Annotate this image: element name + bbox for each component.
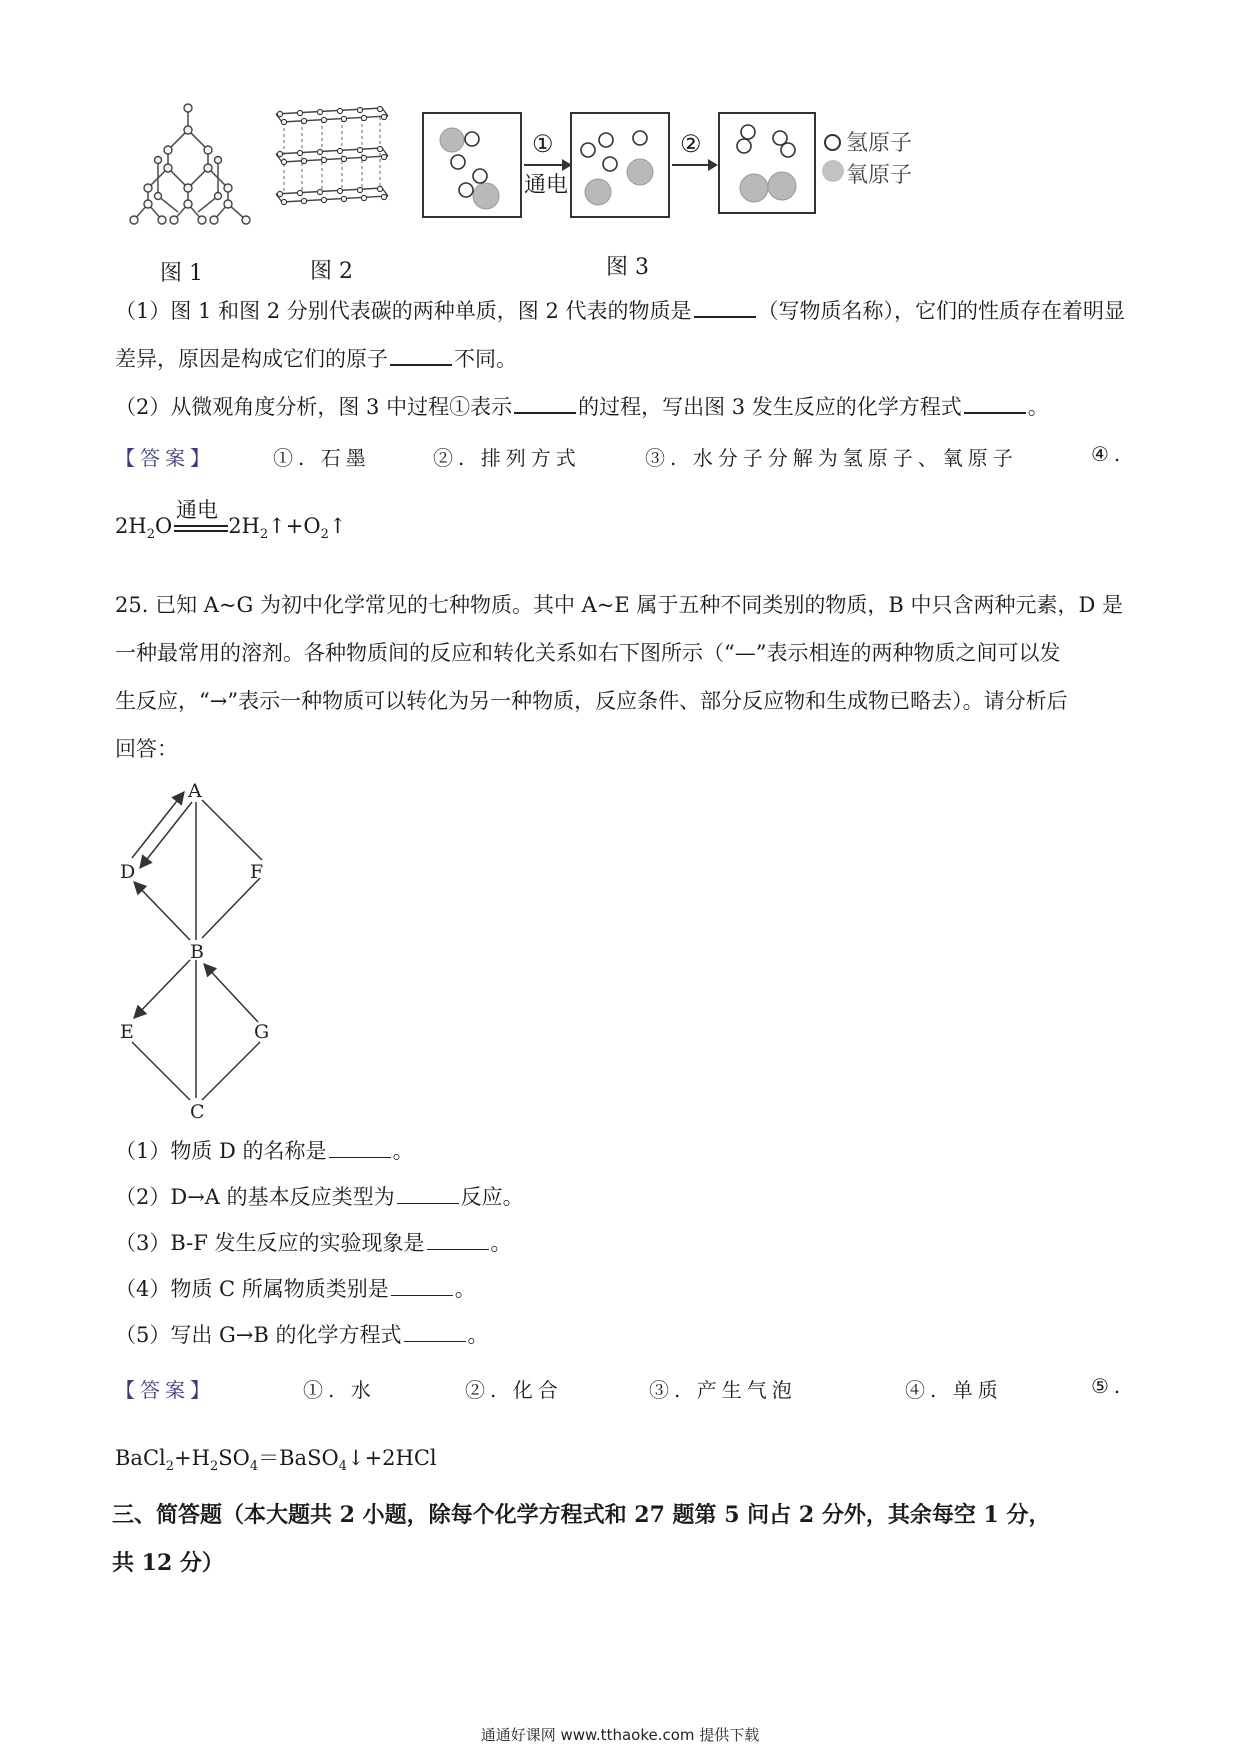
q25-answer-2: ②. 化合 bbox=[465, 1378, 563, 1402]
q25-stem-line1: 25. 已知 A~G 为初中化学常见的七种物质。其中 A~E 属于五种不同类别的物质，B 中只含两种元素，D 是 bbox=[115, 593, 1124, 617]
q25-sub5: （5）写出 G→B 的化学方程式 。 bbox=[115, 1323, 489, 1347]
legend-oxygen-label: 氧原子 bbox=[846, 163, 913, 188]
q24-part1-line2: 差异，原因是构成它们的原子 不同。 bbox=[115, 347, 517, 371]
node-a: A bbox=[188, 780, 202, 802]
figure-2-graphite-structure bbox=[272, 104, 392, 224]
arrow-a-to-d bbox=[140, 802, 192, 868]
figure-1-caption: 图 1 bbox=[160, 261, 203, 286]
arrow-d-to-a bbox=[132, 792, 184, 858]
node-b: B bbox=[190, 941, 204, 963]
step-2-number: ② bbox=[680, 130, 702, 158]
arrow-b-to-e bbox=[134, 960, 190, 1018]
section-3-heading-line1: 三、简答题（本大题共 2 小题，除每个化学方程式和 27 题第 5 问占 2 分外，其余每空 1 分， bbox=[112, 1502, 1051, 1528]
figure-1-diamond-structure bbox=[128, 100, 268, 230]
answer-blank bbox=[397, 1185, 459, 1204]
q25-equation: $BaCl_2+H_2SO_4=BaSO_4↓+2HCl$ bbox=[115, 1446, 437, 1475]
legend-oxygen-icon bbox=[822, 160, 844, 182]
section-3-heading-line2: 共 12 分） bbox=[112, 1550, 224, 1576]
node-c: C bbox=[190, 1101, 205, 1120]
q24-answer-1: ①. 石墨 bbox=[273, 446, 371, 470]
answer-blank bbox=[514, 394, 576, 414]
figure-3-caption: 图 3 bbox=[606, 255, 649, 280]
step-1-condition: 通电 bbox=[524, 173, 569, 198]
q24-answer-2: ②. 排列方式 bbox=[433, 446, 581, 470]
node-g: G bbox=[254, 1021, 270, 1043]
q24-part2-line: （2）从微观角度分析，图 3 中过程①表示 的过程，写出图 3 发生反应的化学方程式 。 bbox=[115, 395, 1049, 419]
q25-sub2: （2）D→A 的基本反应类型为 反应。 bbox=[115, 1185, 524, 1209]
q25-stem-line4: 回答： bbox=[115, 737, 178, 761]
answer-blank bbox=[427, 1231, 489, 1250]
page-footer: 通通好课网 www.tthaoke.com 提供下载 bbox=[480, 1726, 760, 1744]
edge-e-c bbox=[132, 1042, 190, 1100]
q25-sub3: （3）B-F 发生反应的实验现象是 。 bbox=[115, 1231, 512, 1255]
q25-sub4: （4）物质 C 所属物质类别是 。 bbox=[115, 1277, 476, 1301]
q24-answer-4: ④. bbox=[1091, 442, 1126, 466]
q25-answer-5: ⑤. bbox=[1091, 1374, 1126, 1398]
answer-blank bbox=[390, 346, 452, 366]
q25-stem-line2: 一种最常用的溶剂。各种物质间的反应和转化关系如右下图所示（“—”表示相连的两种物质之间可以发 bbox=[115, 641, 1061, 665]
q25-relation-diagram bbox=[110, 780, 280, 1120]
q24-part1-line1: （1）图 1 和图 2 分别代表碳的两种单质，图 2 代表的物质是 （写物质名称），它们的性质存在着明显 bbox=[115, 299, 1125, 323]
step-1-number: ① bbox=[532, 130, 554, 158]
q25-stem-line3: 生反应，“→”表示一种物质可以转化为另一种物质，反应条件、部分反应物和生成物已略去）。请分析后 bbox=[115, 689, 1068, 713]
figure-3-box-3-molecules bbox=[720, 114, 814, 210]
node-e: E bbox=[120, 1021, 134, 1043]
answer-label: 【答案】 bbox=[115, 446, 215, 470]
q24-equation: $2H_2O$ $2H_2↑+O_2↑$ bbox=[115, 514, 347, 543]
figure-2-caption: 图 2 bbox=[310, 259, 353, 284]
q25-answer-3: ③. 产生气泡 bbox=[649, 1378, 797, 1402]
q25-answer-row bbox=[115, 1374, 1127, 1404]
arrow-g-to-b bbox=[204, 964, 258, 1022]
node-f: F bbox=[250, 861, 264, 883]
q24-answer-row bbox=[115, 442, 1127, 472]
q24-answer-3: ③. 水分子分解为氢原子、氧原子 bbox=[645, 446, 1018, 470]
answer-blank bbox=[329, 1139, 391, 1158]
figure-3-box-2-atoms bbox=[572, 114, 668, 214]
answer-blank bbox=[404, 1323, 466, 1342]
q25-sub1: （1）物质 D 的名称是 。 bbox=[115, 1139, 414, 1163]
step-2-arrowhead bbox=[708, 159, 718, 171]
answer-label: 【答案】 bbox=[115, 1378, 215, 1402]
q24-equation-condition: 通电 bbox=[176, 498, 218, 522]
answer-blank bbox=[694, 298, 756, 318]
edge-g-c bbox=[202, 1042, 260, 1100]
q25-answer-1: ①. 水 bbox=[303, 1378, 376, 1402]
answer-blank bbox=[964, 394, 1026, 414]
legend-hydrogen-icon bbox=[824, 134, 841, 151]
edge-a-f bbox=[202, 800, 262, 860]
node-d: D bbox=[120, 861, 136, 883]
edge-f-b bbox=[202, 878, 260, 938]
q25-answer-4: ④. 单质 bbox=[905, 1378, 1003, 1402]
answer-blank bbox=[391, 1277, 453, 1296]
figure-3-box-1-molecules bbox=[424, 114, 520, 214]
arrow-b-to-d bbox=[134, 882, 190, 940]
legend-hydrogen-label: 氢原子 bbox=[846, 131, 913, 156]
